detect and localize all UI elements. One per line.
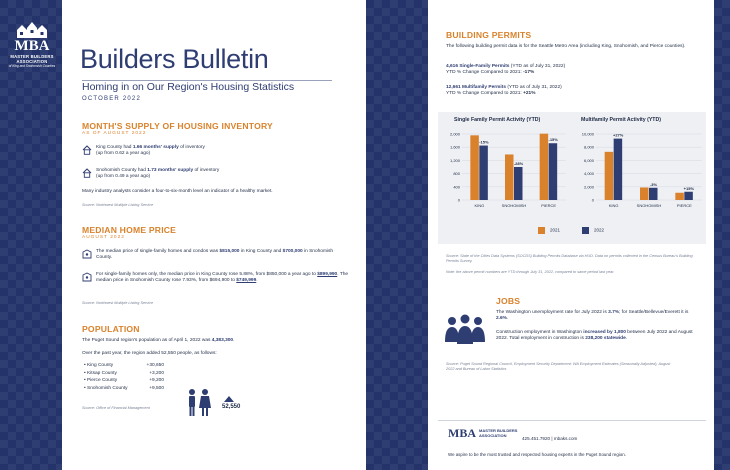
chart-title-multifamily: Multifamily Permit Activity (YTD) <box>581 117 661 123</box>
house-roofs-icon <box>15 22 49 38</box>
y-tick-label: 0 <box>591 197 594 203</box>
footer-contact: 425.451.7920 | mbaks.com <box>522 436 578 441</box>
population-intro: Over the past year, the region added 52,550 people, as follows: <box>82 351 217 356</box>
permits-note: Note: the above permit numbers are YTD through July 31, 2022, compared to same period last year. <box>446 270 615 274</box>
y-tick-label: 4,000 <box>583 171 594 177</box>
permits-single-family: 4,616 Single-Family Permits (YTD as of July 31, 2022) YTD % Change Compared to 2021: -17% <box>446 64 566 76</box>
single-family-chart <box>440 126 570 216</box>
mba-logo <box>8 22 56 68</box>
y-tick-label: 1,600 <box>449 144 460 150</box>
permits-intro: The following building permit data is for the Seattle Metro Area (including King, Snohomish, and Pierce counties). <box>446 44 686 49</box>
price-tag-icon <box>82 249 92 259</box>
chart-title-single-family: Single Family Permit Activity (YTD) <box>454 117 541 123</box>
left-pattern-band <box>0 0 62 470</box>
left-column <box>74 0 356 470</box>
y-tick-label: 10,000 <box>581 131 594 137</box>
footer-logo <box>448 427 517 439</box>
y-tick-label: 400 <box>453 184 460 190</box>
page-subtitle: Homing in on Our Region's Housing Statistics <box>82 81 295 93</box>
data-label: -15% <box>548 137 558 143</box>
price-subheading: AUGUST 2022 <box>82 235 125 240</box>
bar-2021-king <box>470 135 479 200</box>
footer-divider <box>438 420 706 421</box>
chart-legend <box>538 227 604 234</box>
page-title: Builders Bulletin <box>80 44 269 74</box>
center-pattern-band <box>366 0 428 470</box>
supply-source: Source: Northwest Multiple Listing Service <box>82 203 154 207</box>
x-tick-label: KING <box>474 203 485 208</box>
jobs-paragraph-2: Construction employment in Washington increased by 1,800 between July 2022 and August 2022. Total employment in construction is 238,200 statewide. <box>496 330 693 342</box>
bar-2022-king <box>479 146 488 200</box>
permits-multifamily: 12,661 Multifamily Permits (YTD as of July 31, 2022) YTD % Change Compared to 2021: +21% <box>446 85 562 97</box>
right-column <box>438 0 708 470</box>
price-heading: MEDIAN HOME PRICE <box>82 225 177 235</box>
price-source: Source: Northwest Multiple Listing Service <box>82 301 154 305</box>
bar-2022-snohomish <box>514 167 523 200</box>
population-added: 52,550 <box>222 404 241 410</box>
supply-snohomish: Snohomish County had 1.73 months' supply of inventory (up from 0.49 a year ago) <box>96 168 220 180</box>
bar-2022-snohomish <box>649 188 658 200</box>
price-paragraph-1: The median price of single-family homes and condos was $815,000 in King County and $700,000 in Snohomish County. <box>96 249 334 261</box>
supply-note: Many industry analysts consider a four-to-six-month level an indicator of a healthy market. <box>82 189 273 194</box>
permits-heading: BUILDING PERMITS <box>446 30 532 40</box>
population-heading: POPULATION <box>82 324 140 334</box>
bar-2021-snohomish <box>640 187 649 200</box>
price-tag-icon <box>82 272 92 282</box>
logo-line1: MASTER BUILDERS <box>10 54 54 59</box>
bar-2021-king <box>605 152 614 200</box>
x-tick-label: SNOHOMISH <box>636 203 662 208</box>
x-tick-label: KING <box>608 203 619 208</box>
house-icon <box>82 145 92 155</box>
logo-mark: MBA <box>14 38 50 54</box>
footer-logo-line1: MASTER BUILDERS <box>479 428 518 433</box>
data-label: -28% <box>513 161 524 166</box>
permits-source: Source: State of the Cities Data Systems (SOCDS) Building Permits Database via HUD. Data on permits collected in the Census Bureau's Building Permits Survey. <box>446 254 693 263</box>
legend-item-2022: 2022 <box>582 227 604 234</box>
list-item: • Snohomish County +9,500 <box>84 385 164 391</box>
y-tick-label: 0 <box>457 197 460 203</box>
footer-tagline: We aspire to be the most trusted and respected housing experts in the Puget Sound region. <box>448 452 626 457</box>
list-item: • King County +30,650 <box>84 363 164 368</box>
jobs-paragraph-1: The Washington unemployment rate for July 2022 is 3.7%; for Seattle/Bellevue/Everett it is 2.6%. <box>496 310 689 322</box>
y-tick-label: 8,000 <box>583 144 594 150</box>
legend-item-2021: 2021 <box>538 227 560 234</box>
x-tick-label: SNOHOMISH <box>501 203 527 208</box>
data-label: -3% <box>649 181 658 187</box>
footer-logo-mark: MBA <box>448 426 476 440</box>
logo-line2: ASSOCIATION <box>16 59 48 64</box>
supply-heading: MONTH'S SUPPLY OF HOUSING INVENTORY <box>82 121 273 131</box>
data-label: -15% <box>479 139 489 145</box>
house-icon <box>82 168 92 178</box>
y-tick-label: 2,000 <box>449 131 460 137</box>
data-label: +15% <box>683 185 695 191</box>
population-source: Source: Office of Financial Management <box>82 406 150 410</box>
bar-2022-pierce <box>684 192 693 200</box>
bar-2022-king <box>614 139 623 200</box>
workers-icon <box>442 314 488 344</box>
y-tick-label: 2,000 <box>583 184 594 190</box>
x-tick-label: PIERCE <box>541 203 557 208</box>
people-icon <box>184 388 214 418</box>
increase-arrow-icon <box>224 396 234 402</box>
bar-2021-pierce <box>540 134 549 200</box>
y-tick-label: 1,200 <box>449 157 460 163</box>
population-list <box>84 362 164 392</box>
jobs-source: Source: Puget Sound Regional Council, Employment Security Department: WA Employment Estimates (Seasonally Adjusted), August 2022 and Bureau of Labor Statistics <box>446 362 671 371</box>
population-total: The Puget Sound region's population as of April 1, 2022 was 4,383,300. <box>82 338 235 343</box>
y-tick-label: 800 <box>453 171 460 177</box>
right-pattern-band <box>714 0 730 470</box>
y-tick-label: 6,000 <box>583 157 594 163</box>
bar-2021-pierce <box>675 193 684 200</box>
supply-subheading: AS OF AUGUST 2022 <box>82 131 147 136</box>
issue-date: OCTOBER 2022 <box>82 96 141 102</box>
list-item: • Kitsap County +3,200 <box>84 370 164 376</box>
list-item: • Pierce County +9,200 <box>84 378 164 383</box>
data-label: +27% <box>612 132 624 138</box>
footer-logo-line2: ASSOCIATION <box>479 433 507 438</box>
logo-tagline: of King and Snohomish Counties <box>8 64 56 68</box>
multifamily-chart <box>572 126 706 216</box>
price-paragraph-2: For single-family homes only, the median price in King County rose 5.88%, from $850,000 a year ago to $899,990. The median price in Snohomish County rose 7.93%, from $694,900 to $749,999. <box>96 272 349 284</box>
bar-2021-snohomish <box>505 154 514 200</box>
supply-king: King County had 1.66 months' supply of inventory (up from 0.62 a year ago) <box>96 145 205 157</box>
bar-2022-pierce <box>549 143 558 200</box>
jobs-heading: JOBS <box>496 296 521 306</box>
x-tick-label: PIERCE <box>676 203 692 208</box>
